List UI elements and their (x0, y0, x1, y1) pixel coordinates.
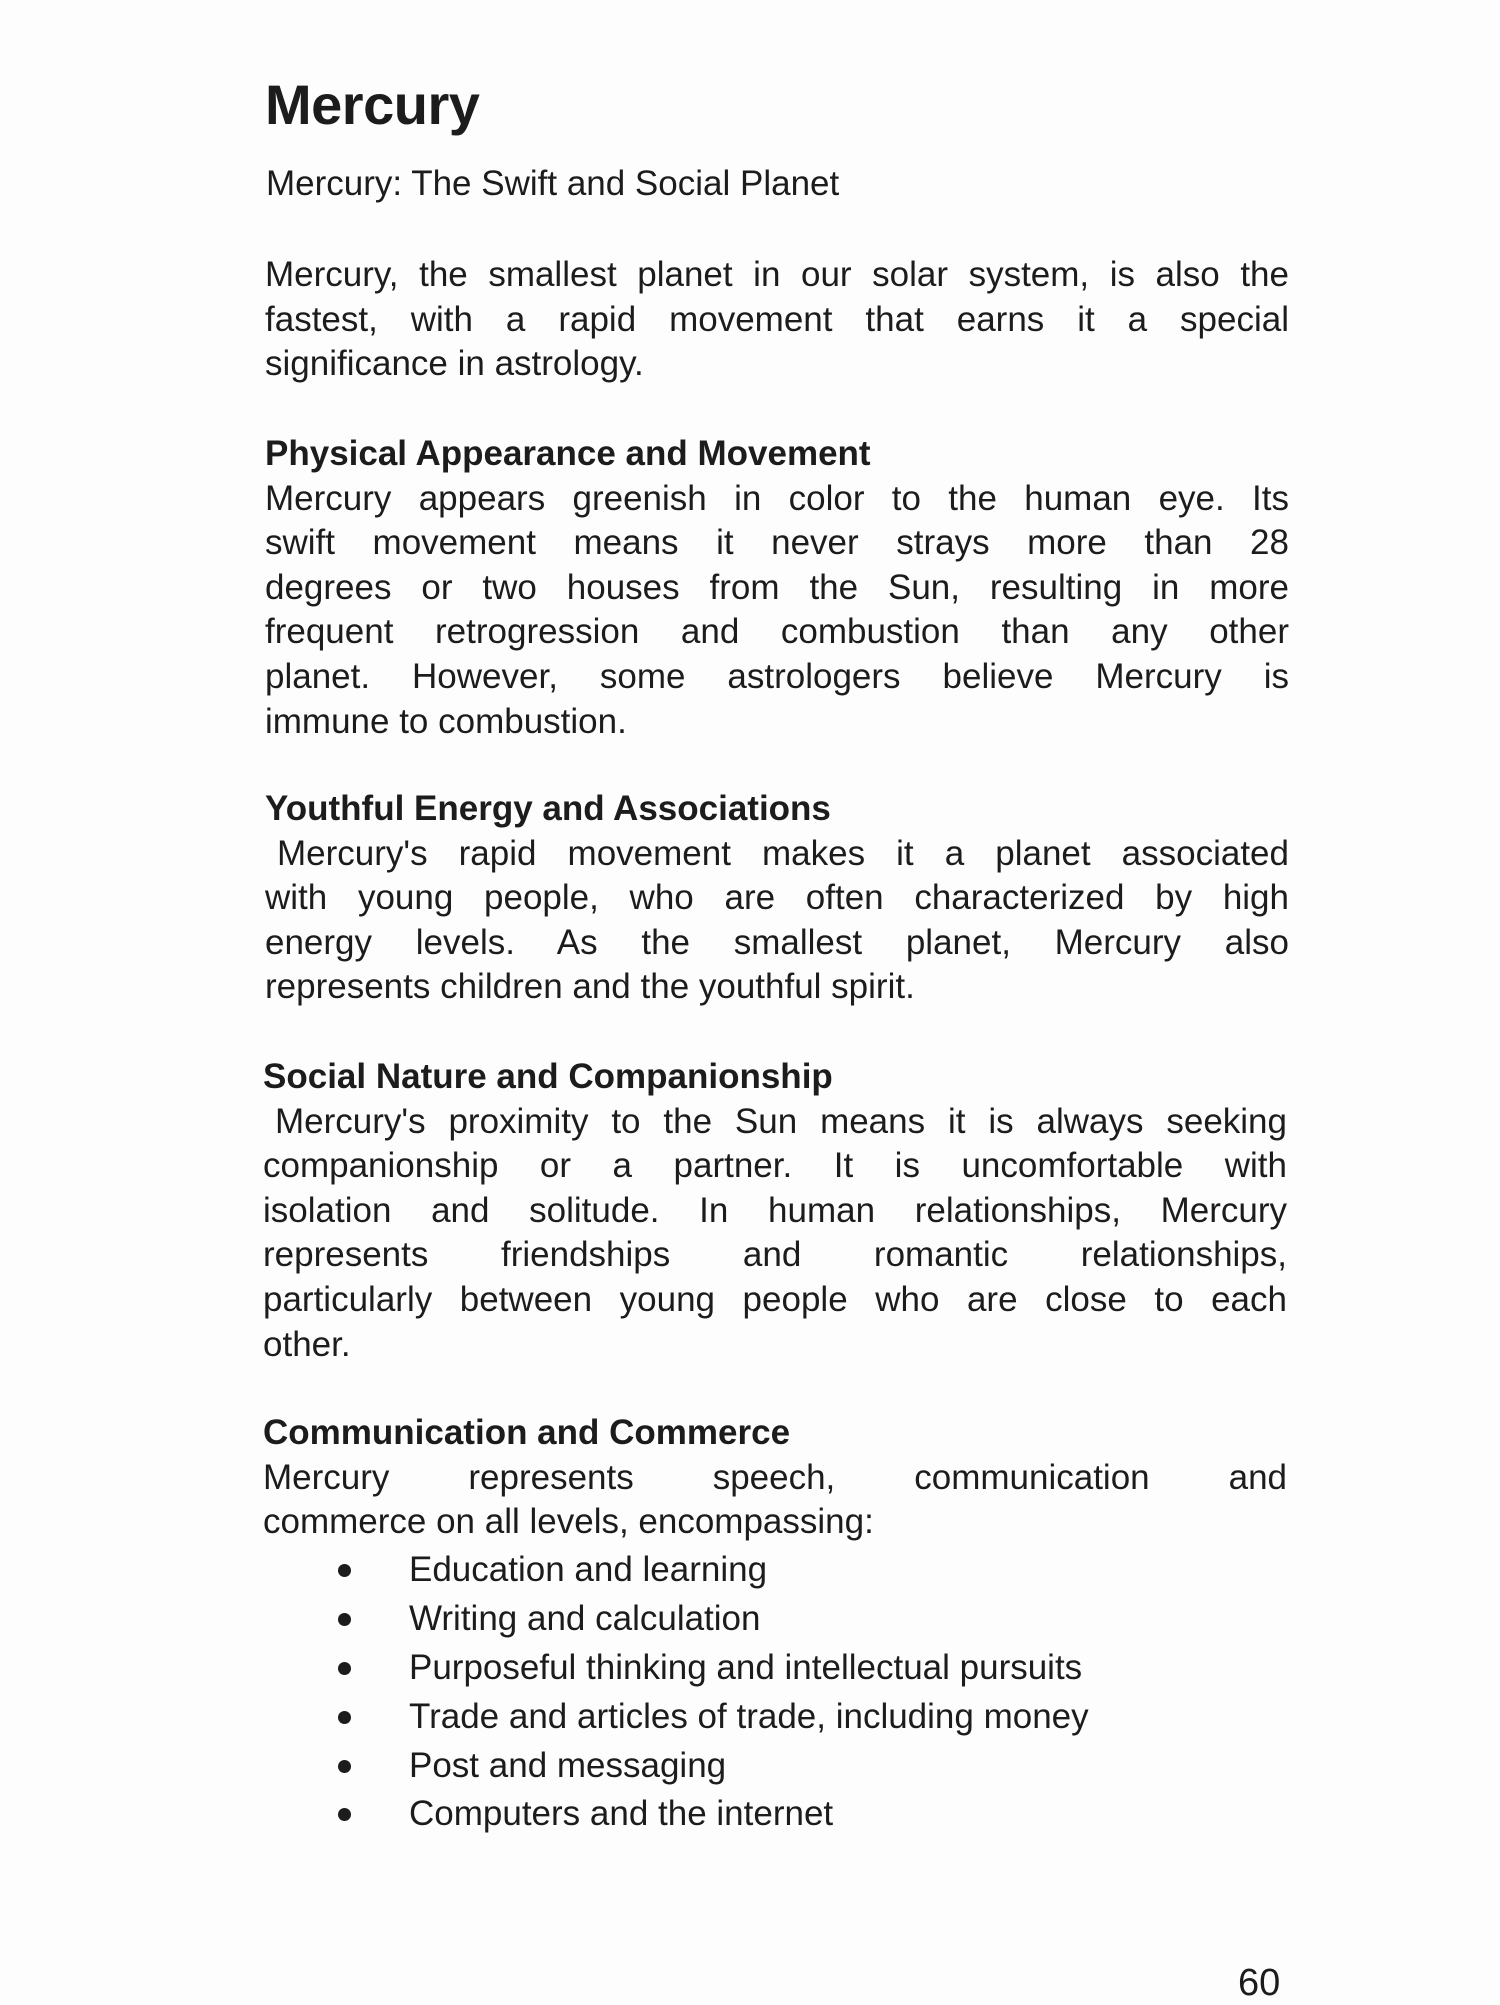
list-item (330, 1790, 1089, 1839)
intro-paragraph (265, 253, 1289, 387)
subtitle: Mercury: The Swift and Social Planet (266, 164, 840, 203)
section-heading: Communication and Commerce (263, 1413, 791, 1452)
text-line: swift movement means it never strays more than 28 (265, 523, 1289, 563)
list-item (330, 1595, 1089, 1644)
bullet-icon (338, 1711, 351, 1724)
section-social-nature (263, 1055, 1287, 1367)
text-line: isolation and solitude. In human relationships, Mercury (263, 1190, 1287, 1230)
text-line: Mercury, the smallest planet in our solar system, is also the (265, 255, 1289, 294)
text-line: Mercury represents speech, communication and (263, 1457, 1287, 1497)
text-line: Mercury's proximity to the Sun means it is always seeking (275, 1101, 1287, 1141)
text-line: Mercury appears greenish in color to the human eye. Its (265, 478, 1289, 518)
bullet-icon (338, 1808, 351, 1821)
text-line: particularly between young people who are close to each (263, 1279, 1287, 1319)
list-item-text: Computers and the internet (409, 1794, 834, 1834)
bullet-icon (338, 1662, 351, 1675)
text-line: fastest, with a rapid movement that earns it a special (265, 299, 1289, 339)
bullet-list (330, 1546, 1089, 1839)
text-line: Mercury's rapid movement makes it a planet associated (277, 833, 1289, 873)
text-line: represents friendships and romantic relationships, (263, 1235, 1287, 1275)
text-line: with young people, who are often characterized by high (265, 878, 1289, 918)
list-item-text: Education and learning (409, 1550, 768, 1589)
list-item (330, 1644, 1089, 1693)
bullet-icon (338, 1564, 351, 1577)
text-line: degrees or two houses from the Sun, resulting in more (265, 567, 1289, 607)
text-line: represents children and the youthful spirit. (265, 967, 915, 1007)
text-line: frequent retrogression and combustion than any other (265, 612, 1289, 652)
page-number: 60 (1238, 1962, 1281, 2004)
list-item (330, 1742, 1089, 1791)
text-line: significance in astrology. (265, 344, 644, 384)
page-title: Mercury (265, 73, 480, 136)
section-heading: Youthful Energy and Associations (265, 789, 831, 828)
section-communication (263, 1411, 1287, 1545)
list-item (330, 1546, 1089, 1595)
text-line: immune to combustion. (265, 701, 627, 741)
text-line: other. (263, 1324, 351, 1364)
list-item-text: Purposeful thinking and intellectual pursuits (409, 1647, 1083, 1687)
list-item-text: Post and messaging (409, 1745, 727, 1785)
bullet-icon (338, 1613, 351, 1626)
section-heading: Social Nature and Companionship (263, 1057, 833, 1096)
list-item-text: Writing and calculation (409, 1598, 761, 1638)
bullet-icon (338, 1760, 351, 1773)
section-youthful-energy (265, 787, 1289, 1010)
text-line: commerce on all levels, encompassing: (263, 1502, 874, 1542)
section-physical-appearance (265, 432, 1289, 744)
section-heading: Physical Appearance and Movement (265, 434, 871, 473)
list-item (330, 1693, 1089, 1742)
list-item-text: Trade and articles of trade, including money (409, 1696, 1089, 1736)
text-line: planet. However, some astrologers believe Mercury is (265, 656, 1289, 696)
text-line: companionship or a partner. It is uncomfortable with (263, 1146, 1287, 1186)
text-line: energy levels. As the smallest planet, Mercury also (265, 922, 1289, 962)
